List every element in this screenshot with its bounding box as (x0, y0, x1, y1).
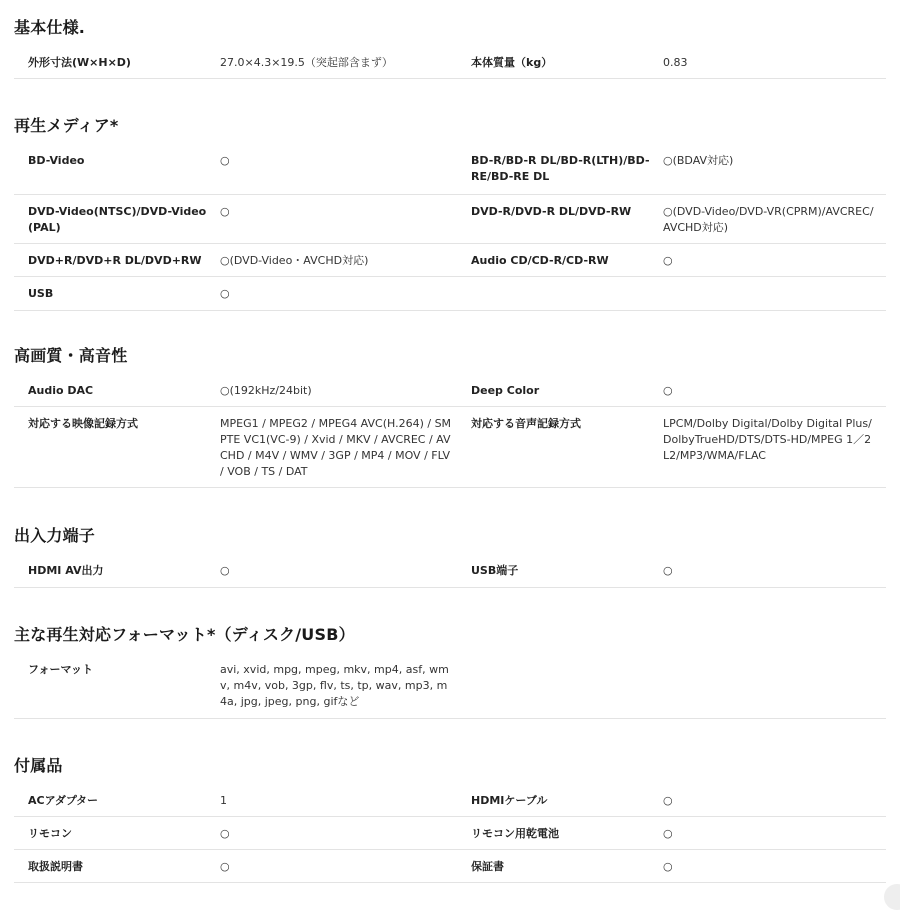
spec-label: 対応する音声記録方式 (471, 417, 581, 430)
spec-section-basic (14, 14, 886, 79)
spec-section-accessories (14, 752, 886, 883)
spec-label: DVD+R/DVD+R DL/DVD+RW (28, 254, 202, 267)
spec-value: ○ (663, 827, 673, 840)
spec-table (14, 46, 886, 79)
spec-value: avi, xvid, mpg, mpeg, mkv, mp4, asf, wmv, m4v, vob, 3gp, flv, ts, tp, wav, mp3, m4a, jpg, jpeg, png, gifなど (220, 663, 449, 708)
spec-label: Audio DAC (28, 384, 94, 397)
spec-table (14, 784, 886, 883)
section-title: 付属品 (14, 756, 63, 775)
table-row (14, 46, 886, 79)
spec-value: ○ (663, 564, 673, 577)
spec-label: HDMI AV出力 (28, 564, 104, 577)
scroll-to-top-button[interactable] (884, 884, 900, 910)
spec-value: ○ (220, 154, 230, 167)
spec-section-io (14, 522, 886, 588)
spec-label: 取扱説明書 (28, 860, 83, 873)
table-row (14, 374, 886, 407)
spec-table (14, 554, 886, 588)
section-title: 再生メディア* (14, 116, 119, 135)
spec-value: ○ (663, 794, 673, 807)
table-row (14, 407, 886, 488)
spec-label: DVD-Video(NTSC)/DVD-Video(PAL) (28, 205, 207, 234)
table-row (14, 554, 886, 588)
spec-section-formats (14, 621, 886, 719)
spec-section-quality (14, 342, 886, 488)
spec-value: ○(DVD-Video・AVCHD対応) (220, 254, 369, 267)
section-title: 基本仕様. (14, 18, 86, 37)
spec-label: 保証書 (471, 860, 504, 873)
spec-value: ○ (220, 827, 230, 840)
spec-label: 対応する映像記録方式 (28, 417, 138, 430)
section-title: 出入力端子 (14, 526, 96, 545)
spec-value: ○ (663, 384, 673, 397)
spec-value: ○(BDAV対応) (663, 154, 734, 167)
spec-label: Deep Color (471, 384, 540, 397)
spec-value: ○ (220, 205, 230, 218)
spec-label: BD-R/BD-R DL/BD-R(LTH)/BD-RE/BD-RE DL (471, 154, 650, 183)
spec-label: 本体質量（kg） (471, 56, 553, 69)
spec-label: ACアダプター (28, 794, 99, 807)
table-row (14, 784, 886, 817)
spec-label: リモコン用乾電池 (471, 827, 559, 840)
spec-label: 外形寸法(W×H×D) (28, 56, 131, 69)
table-row (14, 817, 886, 850)
spec-value: ○ (220, 564, 230, 577)
spec-label: DVD-R/DVD-R DL/DVD-RW (471, 205, 632, 218)
spec-value: ○ (663, 254, 673, 267)
spec-value: ○ (220, 287, 230, 300)
table-row (14, 277, 886, 311)
section-title: 主な再生対応フォーマット*（ディスク/USB） (14, 625, 355, 644)
table-row (14, 850, 886, 883)
table-row (14, 653, 886, 719)
section-title: 高画質・高音性 (14, 346, 128, 365)
spec-label: USB (28, 287, 54, 300)
spec-value: LPCM/Dolby Digital/Dolby Digital Plus/DolbyTrueHD/DTS/DTS-HD/MPEG 1／2 L2/MP3/WMA/FLAC (663, 417, 872, 462)
spec-table (14, 653, 886, 719)
spec-label: フォーマット (28, 663, 94, 676)
spec-table (14, 144, 886, 311)
spec-table (14, 374, 886, 488)
spec-section-media (14, 112, 886, 311)
spec-value: 1 (220, 794, 227, 807)
spec-value: ○(DVD-Video/DVD-VR(CPRM)/AVCREC/AVCHD対応) (663, 205, 874, 234)
spec-label: USB端子 (471, 564, 519, 577)
spec-label: HDMIケーブル (471, 794, 548, 807)
table-row (14, 244, 886, 277)
table-row (14, 195, 886, 244)
spec-label: リモコン (28, 827, 72, 840)
spec-value: ○(192kHz/24bit) (220, 384, 312, 397)
spec-label: BD-Video (28, 154, 85, 167)
table-row (14, 144, 886, 195)
spec-value: 0.83 (663, 56, 688, 69)
spec-label: Audio CD/CD-R/CD-RW (471, 254, 609, 267)
spec-value: 27.0×4.3×19.5（突起部含まず） (220, 56, 393, 69)
spec-value: ○ (220, 860, 230, 873)
spec-value: ○ (663, 860, 673, 873)
spec-value: MPEG1 / MPEG2 / MPEG4 AVC(H.264) / SMPTE VC1(VC-9) / Xvid / MKV / AVCREC / AVCHD / M4V / WMV / 3GP / MP4 / MOV / FLV / VOB / TS / DAT (220, 417, 452, 478)
